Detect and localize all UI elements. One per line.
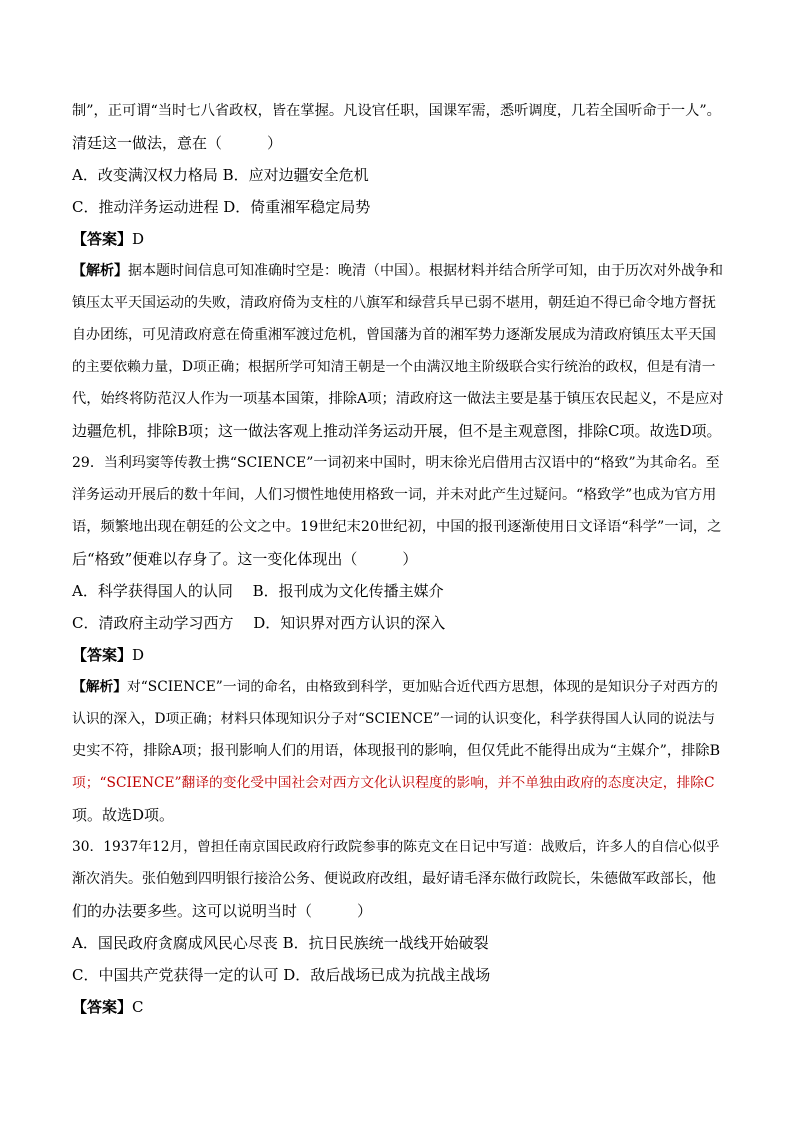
- answer-tag: 【答案】: [72, 646, 133, 664]
- q29-analysis-line-4: 项；“SCIENCE”翻译的变化受中国社会对西方文化认识程度的影响，并不单独由政府的态度决定，排除C: [72, 775, 715, 791]
- q29-options-line-1: A．科学获得国人的认同 B．报刊成为文化传播主媒介: [72, 582, 444, 600]
- answer-tag: 【答案】: [72, 998, 133, 1016]
- q28-analysis-line-3: 自办团练，可见清政府意在倚重湘军渡过危机，曾国藩为首的湘军势力逐渐发展成为清政府镇压太平天国: [72, 327, 716, 343]
- q30-answer: [72, 997, 724, 1017]
- q28-analysis-line-2: 镇压太平天国运动的失败，清政府倚为支柱的八旗军和绿营兵早已弱不堪用，朝廷迫不得已命令地方督抚: [72, 295, 716, 311]
- q28-analysis-line-5: 代，始终将防范汉人作为一项基本国策，排除A项；清政府这一做法主要是基于镇压农民起义，不是应对: [72, 391, 724, 407]
- q28-analysis-line-1: [72, 261, 724, 281]
- q28-analysis-line-6: 边疆危机，排除B项；这一做法客观上推动洋务运动开展，但不是主观意图，排除C项。故选D项。: [72, 422, 722, 440]
- answer-value: D: [132, 646, 145, 664]
- analysis-text: 据本题时间信息可知准确时空是：晚清（中国）。根据材料并结合所学可知，由于历次对外战争和: [128, 263, 723, 279]
- q29-stem-line-3: 语，频繁地出现在朝廷的公文之中。19世纪末20世纪初，中国的报刊逐渐使用日文译语“科学”一词，之: [72, 519, 722, 535]
- q29-stem-line-1: 29．当利玛窦等传教士携“SCIENCE”一词初来中国时，明末徐光启借用古汉语中的“格致”为其命名。至: [72, 455, 720, 471]
- q29-analysis-line-2: 认识的深入，D项正确；材料只体现知识分子对“SCIENCE”一词的认识变化，科学获得国人认同的说法与: [72, 711, 716, 727]
- analysis-tag: 【解析】: [72, 263, 128, 279]
- q29-analysis-line-1: [72, 677, 724, 697]
- answer-value: C: [132, 998, 144, 1016]
- q28-analysis-line-4: 的主要依赖力量，D项正确；根据所学可知清王朝是一个由满汉地主阶级联合实行统治的政权，但是有清一: [72, 359, 716, 375]
- answer-value: D: [132, 230, 145, 248]
- q30-stem-line-1: 30．1937年12月，曾担任南京国民政府行政院参事的陈克文在日记中写道：战败后，许多人的自信心似乎: [72, 839, 720, 855]
- q28-stem-line-1: 制”，正可谓“当时七八省政权，皆在掌握。凡设官任职，国课军需，悉听调度，几若全国听命于一人”。: [72, 103, 721, 119]
- q28-stem-line-2: 清廷这一做法，意在（ ）: [72, 134, 283, 152]
- q30-options-line-1: A．国民政府贪腐成风民心尽丧 B．抗日民族统一战线开始破裂: [72, 934, 489, 952]
- q30-options-line-2: C．中国共产党获得一定的认可 D．敌后战场已成为抗战主战场: [72, 966, 491, 984]
- q29-analysis-line-3: 史实不符，排除A项；报刊影响人们的用语，体现报刊的影响，但仅凭此不能得出成为“主媒介”，排除B: [72, 743, 721, 759]
- q28-answer: [72, 229, 724, 249]
- q28-options-line-2: C．推动洋务运动进程 D．倚重湘军稳定局势: [72, 198, 371, 216]
- q30-stem-line-2: 渐次消失。张伯勉到四明银行接洽公务、便说政府改组，最好请毛泽东做行政院长，朱德做军政部长，他: [72, 871, 716, 887]
- answer-tag: 【答案】: [72, 230, 133, 248]
- q29-options-line-2: C．清政府主动学习西方 D．知识界对西方认识的深入: [72, 614, 446, 632]
- q30-stem-line-3: 们的办法要多些。这可以说明当时（ ）: [72, 902, 373, 920]
- analysis-tag: 【解析】: [72, 679, 128, 695]
- q29-analysis-line-5: 项。故选D项。: [72, 806, 175, 824]
- q28-options-line-1: A．改变满汉权力格局 B．应对边疆安全危机: [72, 166, 369, 184]
- q29-stem-line-4: 后“格致”便难以存身了。这一变化体现出（ ）: [72, 550, 418, 568]
- q29-stem-line-2: 洋务运动开展后的数十年间，人们习惯性地使用格致一词，并未对此产生过疑问。“格致学”也成为官方用: [72, 487, 717, 503]
- analysis-text: 对“SCIENCE”一词的命名，由格致到科学，更加贴合近代西方思想，体现的是知识分子对西方的: [127, 679, 718, 695]
- q29-answer: [72, 645, 724, 665]
